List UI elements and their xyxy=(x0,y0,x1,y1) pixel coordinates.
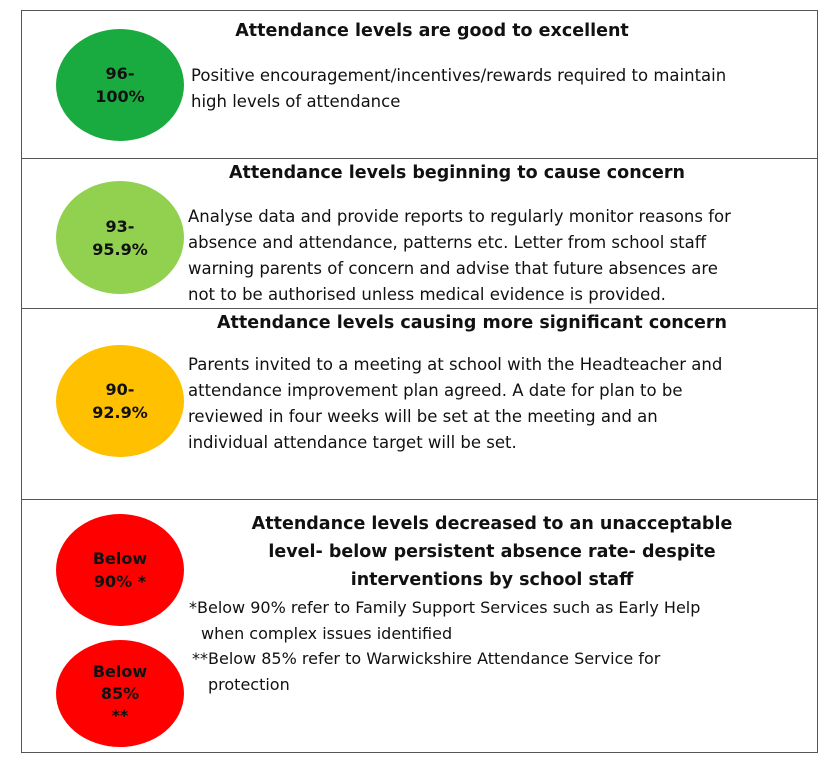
circle-line: 96- xyxy=(105,64,135,83)
note-line: protection xyxy=(208,675,290,694)
circle-line: 90- xyxy=(105,380,135,399)
note-line: **Below 85% refer to Warwickshire Attendance Service for xyxy=(192,649,661,668)
description-line: absence and attendance, patterns etc. Letter from school staff xyxy=(188,233,707,252)
row-description xyxy=(188,352,808,456)
circle-line: 93- xyxy=(105,216,135,236)
row-description xyxy=(188,204,808,308)
note-line: when complex issues identified xyxy=(201,624,453,643)
description-line: individual attendance target will be set. xyxy=(188,433,517,452)
circle-line: Below xyxy=(92,549,148,568)
referral-note-90 xyxy=(189,595,809,647)
description-line: Parents invited to a meeting at school with the Headteacher and xyxy=(188,355,723,374)
status-circle-amber xyxy=(56,345,184,457)
row-heading: Attendance levels are good to excellent xyxy=(235,21,629,41)
attendance-row-concern xyxy=(22,158,817,309)
status-circle-light-green xyxy=(56,181,184,294)
heading-line: level- below persistent absence rate- despite xyxy=(268,542,716,562)
row-heading: Attendance levels beginning to cause concern xyxy=(229,163,685,183)
status-circle-red-below-85 xyxy=(56,640,184,747)
referral-note-85 xyxy=(192,646,812,698)
status-circle-green xyxy=(56,29,184,141)
row-description xyxy=(191,63,811,115)
description-line: Positive encouragement/incentives/rewards required to maintain xyxy=(191,66,727,85)
heading-line: Attendance levels decreased to an unacceptable xyxy=(251,514,733,534)
circle-line: 85% xyxy=(100,683,140,703)
heading-line: interventions by school staff xyxy=(350,570,634,590)
attendance-row-excellent xyxy=(22,11,817,158)
circle-line: 90% * xyxy=(93,572,147,591)
status-circle-red-below-90 xyxy=(56,514,184,626)
circle-line: 92.9% xyxy=(92,403,148,422)
circle-line: 95.9% xyxy=(92,239,148,259)
attendance-table xyxy=(21,10,818,753)
note-line: *Below 90% refer to Family Support Services such as Early Help xyxy=(189,598,701,617)
circle-line: ** xyxy=(111,705,129,725)
circle-line: Below xyxy=(92,661,148,681)
description-line: not to be authorised unless medical evidence is provided. xyxy=(188,285,666,304)
row-heading xyxy=(242,510,742,594)
row-heading: Attendance levels causing more significant concern xyxy=(216,313,728,333)
attendance-row-unacceptable xyxy=(22,499,817,753)
circle-line: 100% xyxy=(95,87,145,106)
description-line: reviewed in four weeks will be set at the meeting and an xyxy=(188,407,658,426)
description-line: high levels of attendance xyxy=(191,92,401,111)
attendance-row-significant-concern xyxy=(22,308,817,500)
description-line: Analyse data and provide reports to regularly monitor reasons for xyxy=(188,207,731,226)
description-line: warning parents of concern and advise that future absences are xyxy=(188,259,718,278)
description-line: attendance improvement plan agreed. A date for plan to be xyxy=(188,381,683,400)
